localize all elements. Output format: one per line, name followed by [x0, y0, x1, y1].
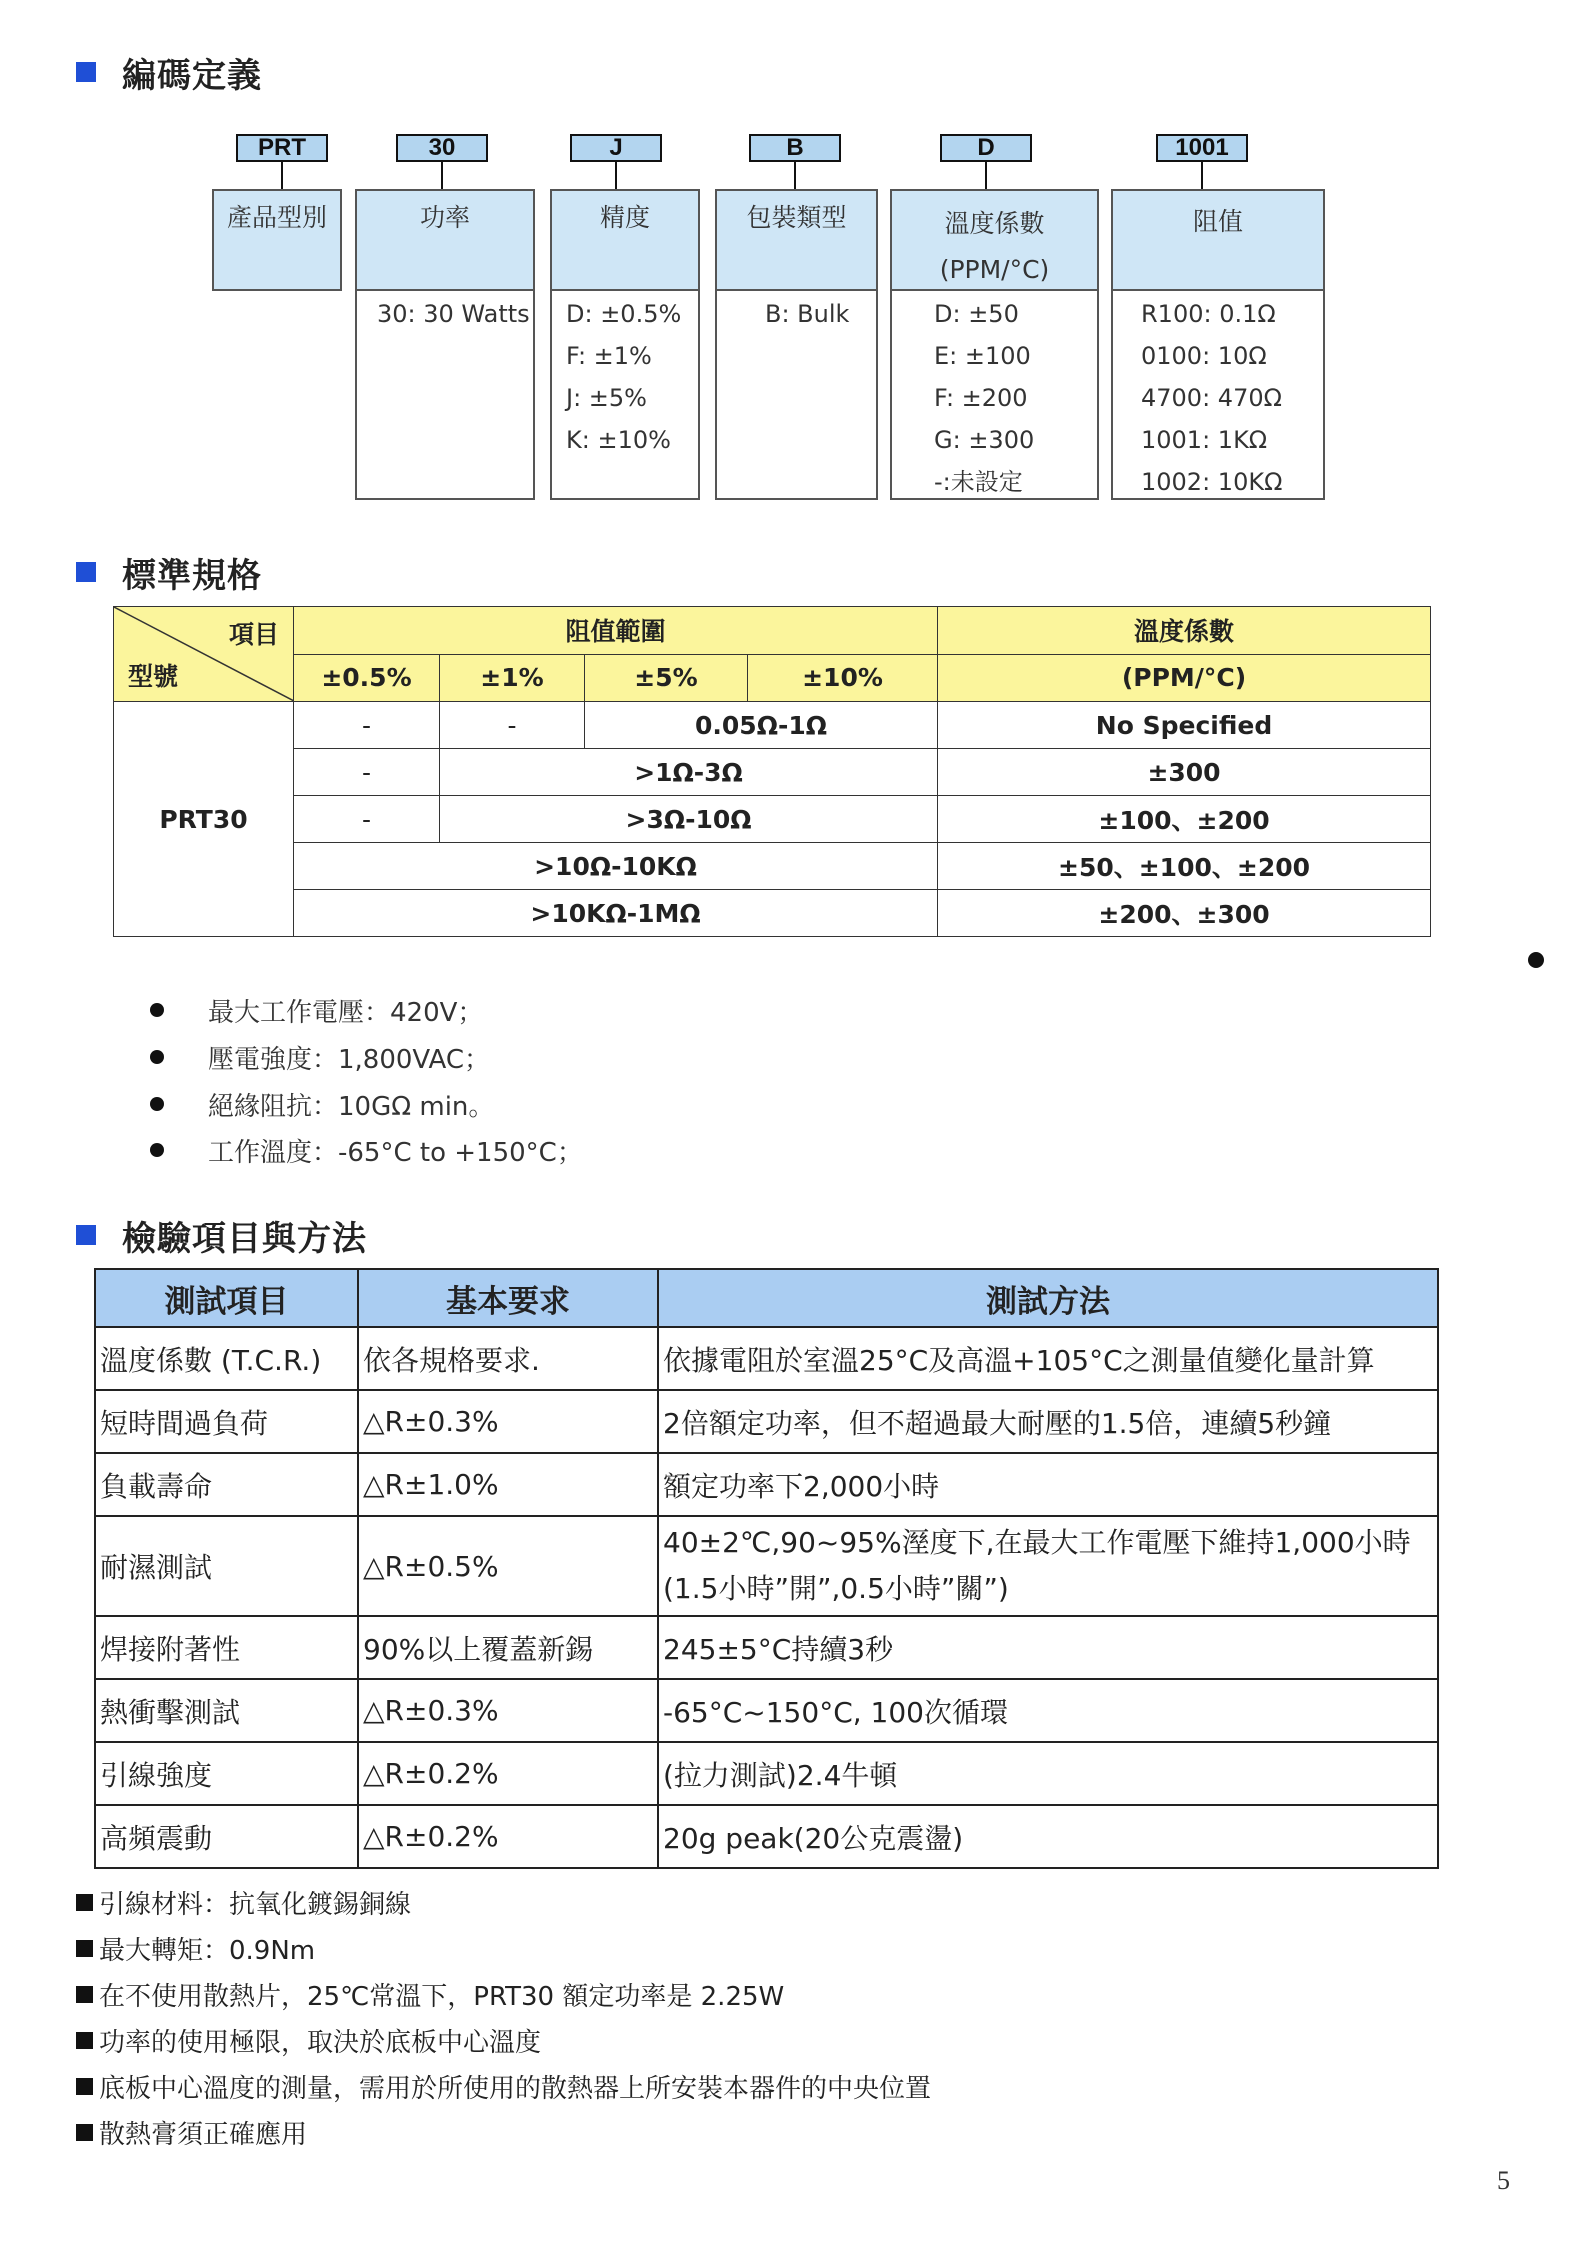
code-box-package: B: [749, 134, 841, 162]
table-cell: 負載壽命: [95, 1453, 358, 1516]
connector-line: [1201, 162, 1203, 189]
connector-line: [985, 162, 987, 189]
bullet-dot-icon: [150, 1003, 164, 1017]
square-bullet-icon: [76, 1225, 96, 1245]
spec-bullet: 工作溫度：-65°C to +150°C；: [150, 1128, 583, 1172]
tolerance-header: ±1%: [440, 654, 585, 702]
corner-model-label: 型號: [128, 662, 179, 691]
section-title-standard: 標準規格: [76, 552, 262, 592]
square-bullet-icon: [76, 2078, 93, 2095]
table-cell: ±300: [938, 749, 1431, 796]
section-title-coding: 編碼定義: [76, 52, 262, 92]
table-cell: >10Ω-10KΩ: [294, 843, 938, 890]
code-box-resistance: 1001: [1156, 134, 1248, 162]
table-cell: △R±0.2%: [358, 1805, 658, 1868]
table-cell: 2倍額定功率，但不超過最大耐壓的1.5倍，連續5秒鐘: [658, 1390, 1438, 1453]
table-cell: -65°C~150°C, 100次循環: [658, 1679, 1438, 1742]
table-cell: (拉力測試)2.4牛頓: [658, 1742, 1438, 1805]
table-cell: No Specified: [938, 702, 1431, 749]
table-cell: 高頻震動: [95, 1805, 358, 1868]
header-cell: 測試項目: [95, 1269, 358, 1327]
table-row: [114, 702, 1431, 749]
table-row: [95, 1805, 1438, 1868]
table-row: [114, 796, 1431, 843]
square-bullet-icon: [76, 1894, 93, 1911]
code-box-tcr: D: [940, 134, 1032, 162]
code-box-power: 30: [396, 134, 488, 162]
table-cell: ±100、±200: [938, 796, 1431, 843]
values-power: 30: 30 Watts: [355, 289, 535, 500]
table-cell: ±200、±300: [938, 890, 1431, 937]
connector-line: [794, 162, 796, 189]
header-box-type: 產品型別: [212, 189, 342, 291]
square-bullet-icon: [76, 1986, 93, 2003]
table-cell: 溫度係數 (T.C.R.): [95, 1327, 358, 1390]
table-cell: >3Ω-10Ω: [440, 796, 938, 843]
bullet-dot-icon: [150, 1050, 164, 1064]
table-row: [95, 1327, 1438, 1390]
header-box-tolerance: 精度: [550, 189, 700, 291]
values-package: B: Bulk: [715, 289, 878, 500]
values-resistance: R100: 0.1Ω 0100: 10Ω 4700: 470Ω 1001: 1KΩ 1002: 10KΩ: [1111, 289, 1325, 500]
note-item: 引線材料：抗氧化鍍錫銅線: [76, 1882, 411, 1922]
section-title-inspection: 檢驗項目與方法: [76, 1215, 367, 1255]
table-row: [114, 890, 1431, 937]
bullet-dot-icon: [150, 1143, 164, 1157]
corner-item-label: 項目: [228, 620, 279, 649]
note-item: 功率的使用極限，取決於底板中心溫度: [76, 2020, 541, 2060]
table-cell: △R±1.0%: [358, 1453, 658, 1516]
spec-bullet: 最大工作電壓：420V；: [150, 988, 483, 1032]
header-box-tcr: 溫度係數 (PPM/°C): [890, 189, 1099, 291]
table-row: [95, 1453, 1438, 1516]
values-tolerance: D: ±0.5% F: ±1% J: ±5% K: ±10%: [550, 289, 700, 500]
square-bullet-icon: [76, 2124, 93, 2141]
table-cell: △R±0.3%: [358, 1679, 658, 1742]
bullet-dot-icon: [150, 1097, 164, 1111]
bullet-dot-icon: [1528, 952, 1544, 968]
table-cell: △R±0.3%: [358, 1390, 658, 1453]
header-cell: 基本要求: [358, 1269, 658, 1327]
tolerance-header: ±10%: [748, 654, 938, 702]
table-cell: △R±0.5%: [358, 1516, 658, 1616]
standard-spec-table: [113, 606, 1431, 937]
table-cell: 引線強度: [95, 1742, 358, 1805]
table-cell: -: [294, 796, 440, 843]
table-cell: △R±0.2%: [358, 1742, 658, 1805]
inspection-table: [94, 1268, 1439, 1869]
table-cell: >10KΩ-1MΩ: [294, 890, 938, 937]
code-box-tolerance: J: [570, 134, 662, 162]
model-cell: PRT30: [114, 702, 294, 937]
connector-line: [615, 162, 617, 189]
table-cell: ±50、±100、±200: [938, 843, 1431, 890]
range-header: 阻值範圍: [294, 607, 938, 655]
tcr-unit-header: (PPM/°C): [938, 654, 1431, 702]
values-tcr: D: ±50 E: ±100 F: ±200 G: ±300 -:未設定: [890, 289, 1099, 500]
header-box-package: 包裝類型: [715, 189, 878, 291]
tcr-header: 溫度係數: [938, 607, 1431, 655]
table-cell: >1Ω-3Ω: [440, 749, 938, 796]
table-cell: 90%以上覆蓋新錫: [358, 1616, 658, 1679]
header-cell: 測試方法: [658, 1269, 1438, 1327]
table-row: [95, 1516, 1438, 1616]
table-cell: 245±5°C持續3秒: [658, 1616, 1438, 1679]
table-header-row: [114, 654, 1431, 702]
table-row: [95, 1742, 1438, 1805]
note-item: 底板中心溫度的測量，需用於所使用的散熱器上所安裝本器件的中央位置: [76, 2066, 931, 2106]
tolerance-header: ±5%: [585, 654, 748, 702]
table-cell: 短時間過負荷: [95, 1390, 358, 1453]
connector-line: [281, 162, 283, 189]
table-cell: 額定功率下2,000小時: [658, 1453, 1438, 1516]
square-bullet-icon: [76, 562, 96, 582]
table-row: [114, 749, 1431, 796]
table-cell: 熱衝擊測試: [95, 1679, 358, 1742]
table-cell: 40±2℃,90~95%溼度下,在最大工作電壓下維持1,000小時(1.5小時”開”,0.5小時”關”): [658, 1516, 1438, 1616]
table-cell: -: [294, 749, 440, 796]
table-cell: -: [294, 702, 440, 749]
square-bullet-icon: [76, 1940, 93, 1957]
table-cell: 耐濕測試: [95, 1516, 358, 1616]
table-cell: 依據電阻於室溫25°C及高溫+105°C之測量值變化量計算: [658, 1327, 1438, 1390]
corner-cell: [114, 607, 294, 702]
table-row: [95, 1390, 1438, 1453]
table-row: [95, 1616, 1438, 1679]
square-bullet-icon: [76, 2032, 93, 2049]
spec-bullet: 絕緣阻抗：10GΩ min。: [150, 1082, 494, 1126]
table-row: [95, 1679, 1438, 1742]
table-cell: 依各規格要求.: [358, 1327, 658, 1390]
note-item: 在不使用散熱片，25℃常溫下，PRT30 額定功率是 2.25W: [76, 1974, 784, 2014]
connector-line: [441, 162, 443, 189]
page-number: 5: [1497, 2166, 1510, 2195]
square-bullet-icon: [76, 62, 96, 82]
table-cell: 焊接附著性: [95, 1616, 358, 1679]
table-row: [114, 843, 1431, 890]
table-cell: -: [440, 702, 585, 749]
code-box-type: PRT: [236, 134, 328, 162]
note-item: 最大轉矩：0.9Nm: [76, 1928, 315, 1968]
tolerance-header: ±0.5%: [294, 654, 440, 702]
table-header-row: [114, 607, 1431, 655]
table-cell: 0.05Ω-1Ω: [585, 702, 938, 749]
spec-bullet: 壓電強度：1,800VAC；: [150, 1035, 490, 1079]
header-box-resistance: 阻值: [1111, 189, 1325, 291]
note-item: 散熱膏須正確應用: [76, 2112, 307, 2152]
table-header-row: [95, 1269, 1438, 1327]
table-cell: 20g peak(20公克震盪): [658, 1805, 1438, 1868]
header-box-power: 功率: [355, 189, 535, 291]
